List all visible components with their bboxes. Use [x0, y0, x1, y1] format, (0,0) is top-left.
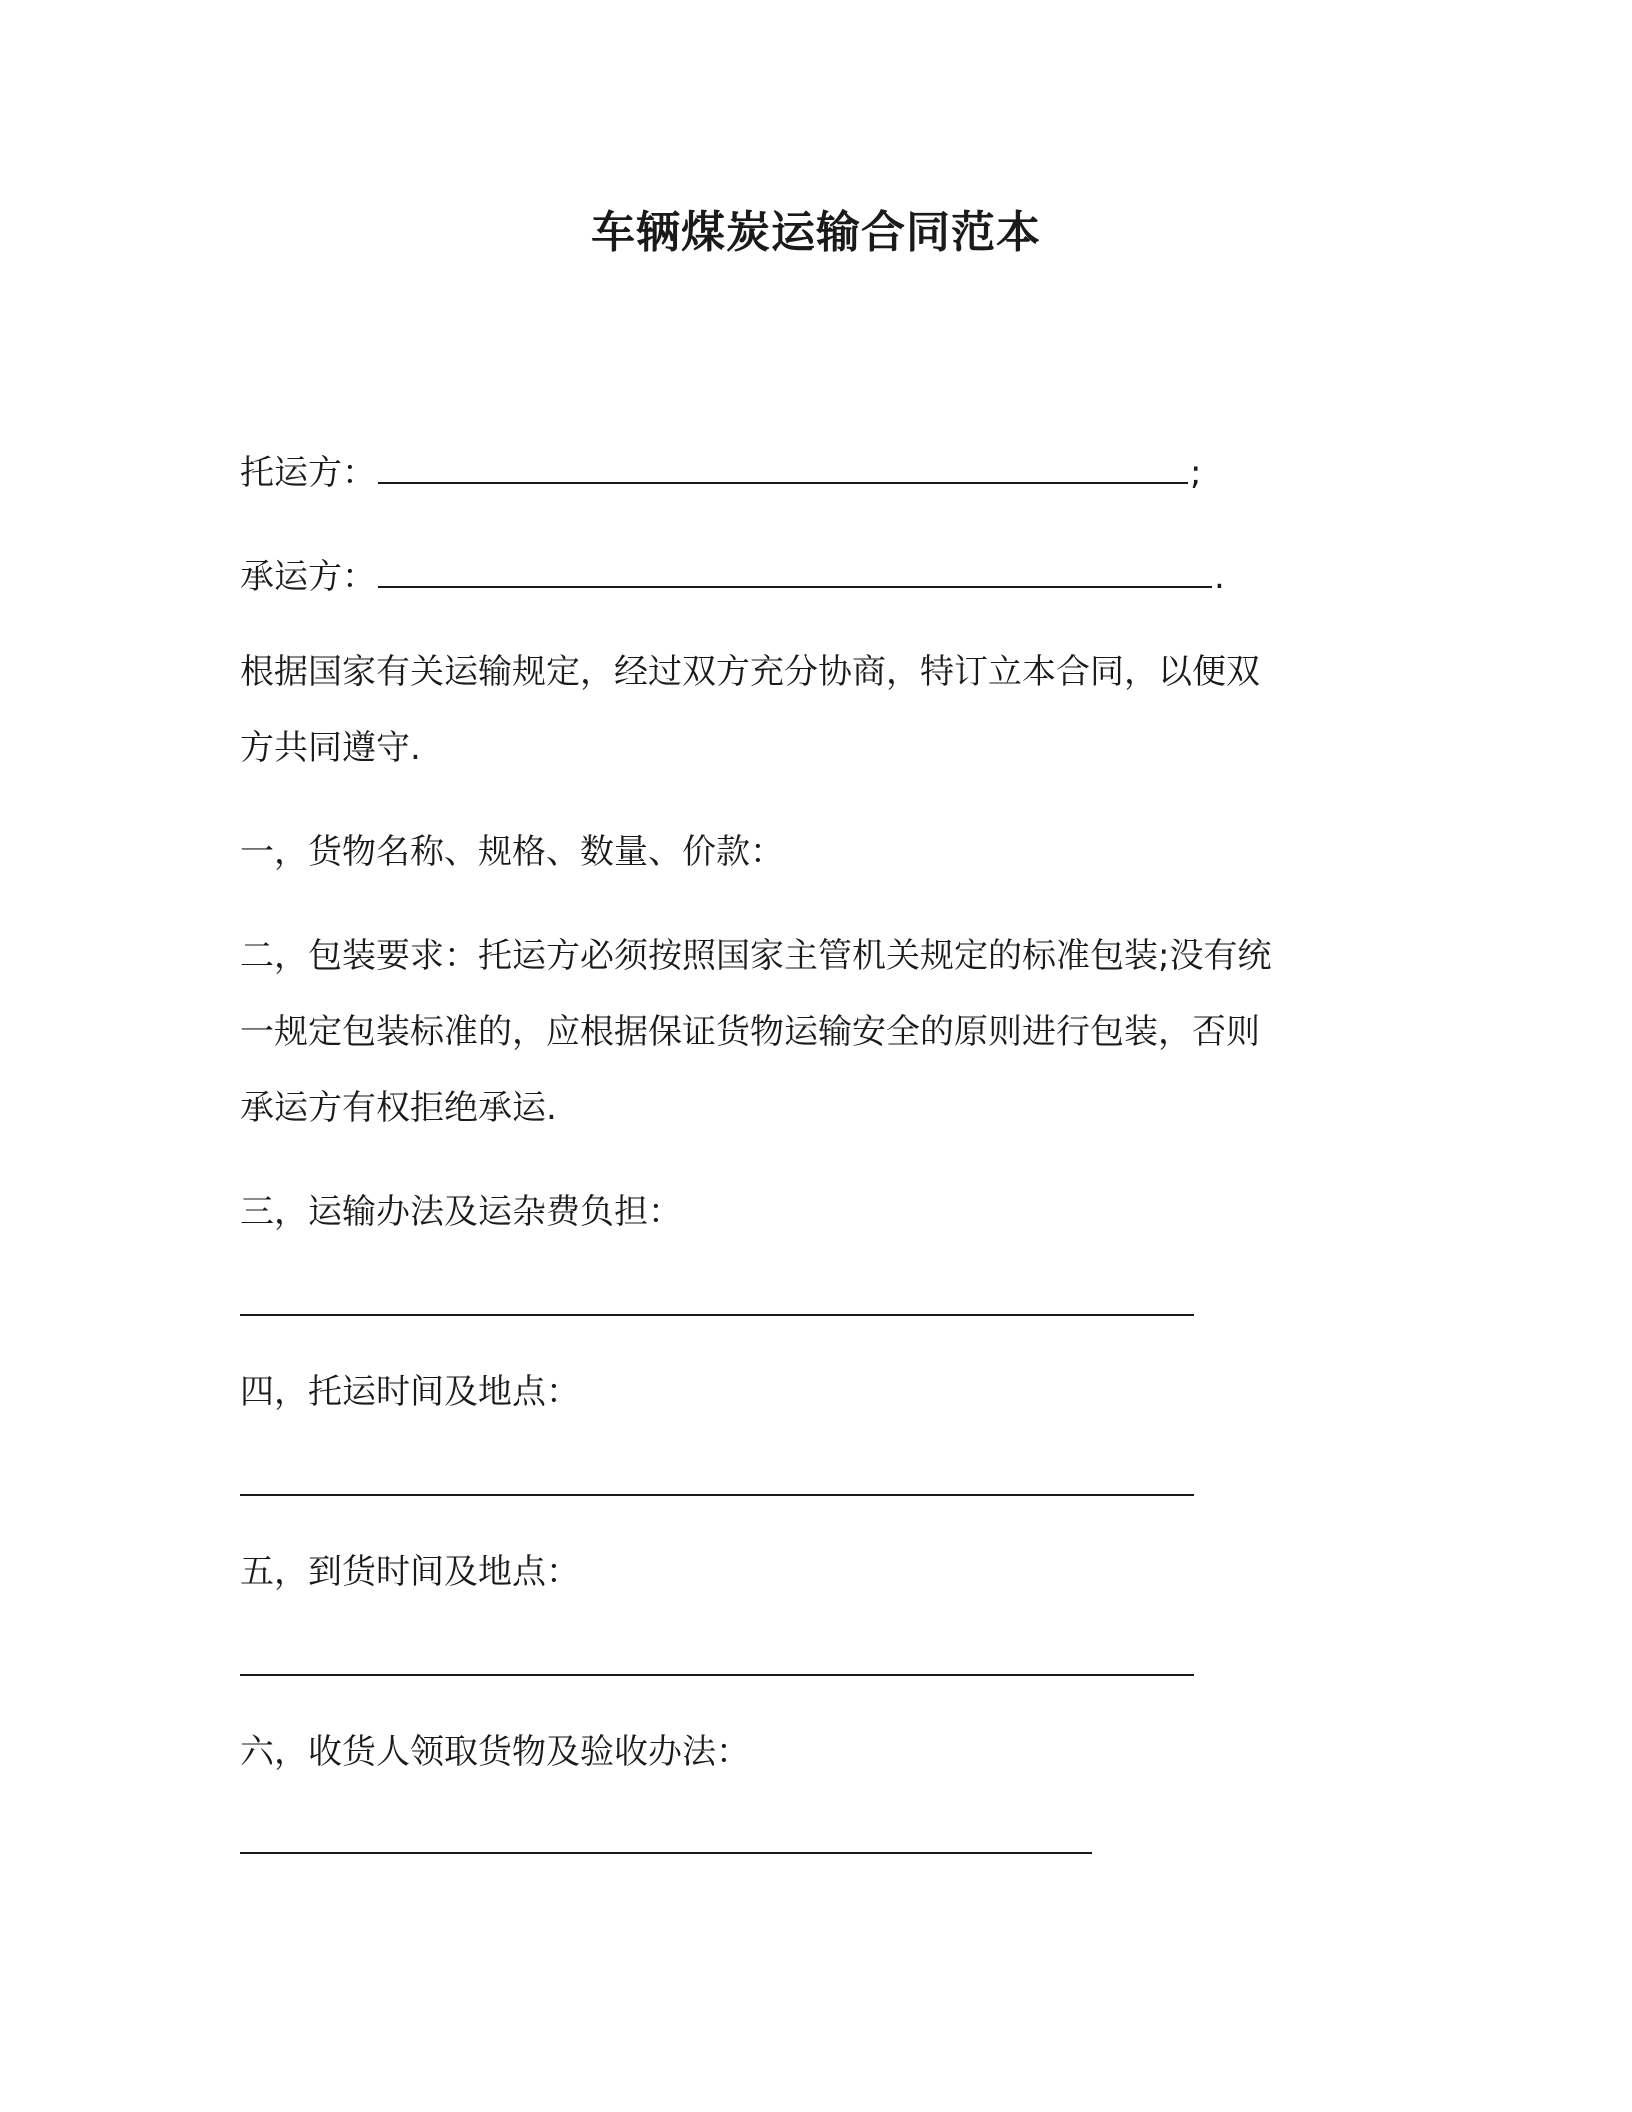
- shipper-line: [240, 452, 1201, 493]
- shipper-end: ;: [1190, 453, 1202, 493]
- carrier-end: .: [1214, 557, 1225, 597]
- carrier-label: 承运方：: [240, 557, 376, 597]
- clause-4-blank[interactable]: [240, 1494, 1194, 1496]
- carrier-line: [240, 556, 1225, 597]
- shipper-blank[interactable]: [378, 452, 1188, 484]
- intro-line-2: 方共同遵守.: [240, 728, 421, 768]
- clause-6: 六，收货人领取货物及验收办法：: [240, 1732, 750, 1772]
- clause-2-line-2: 一规定包装标准的，应根据保证货物运输安全的原则进行包装，否则: [240, 1012, 1260, 1052]
- clause-5: 五，到货时间及地点：: [240, 1552, 580, 1592]
- clause-1: 一，货物名称、规格、数量、价款：: [240, 832, 784, 872]
- intro-line-1: 根据国家有关运输规定，经过双方充分协商，特订立本合同，以便双: [240, 652, 1260, 692]
- clause-6-blank[interactable]: [240, 1852, 1092, 1854]
- clause-3: 三，运输办法及运杂费负担：: [240, 1192, 682, 1232]
- clause-2-line-3: 承运方有权拒绝承运.: [240, 1088, 557, 1128]
- clause-2-line-1: 二，包装要求：托运方必须按照国家主管机关规定的标准包装;没有统: [240, 936, 1272, 976]
- carrier-blank[interactable]: [378, 556, 1212, 588]
- clause-4: 四，托运时间及地点：: [240, 1372, 580, 1412]
- clause-5-blank[interactable]: [240, 1674, 1194, 1676]
- clause-3-blank[interactable]: [240, 1314, 1194, 1316]
- document-title: 车辆煤炭运输合同范本: [591, 207, 1041, 258]
- shipper-label: 托运方：: [240, 453, 376, 493]
